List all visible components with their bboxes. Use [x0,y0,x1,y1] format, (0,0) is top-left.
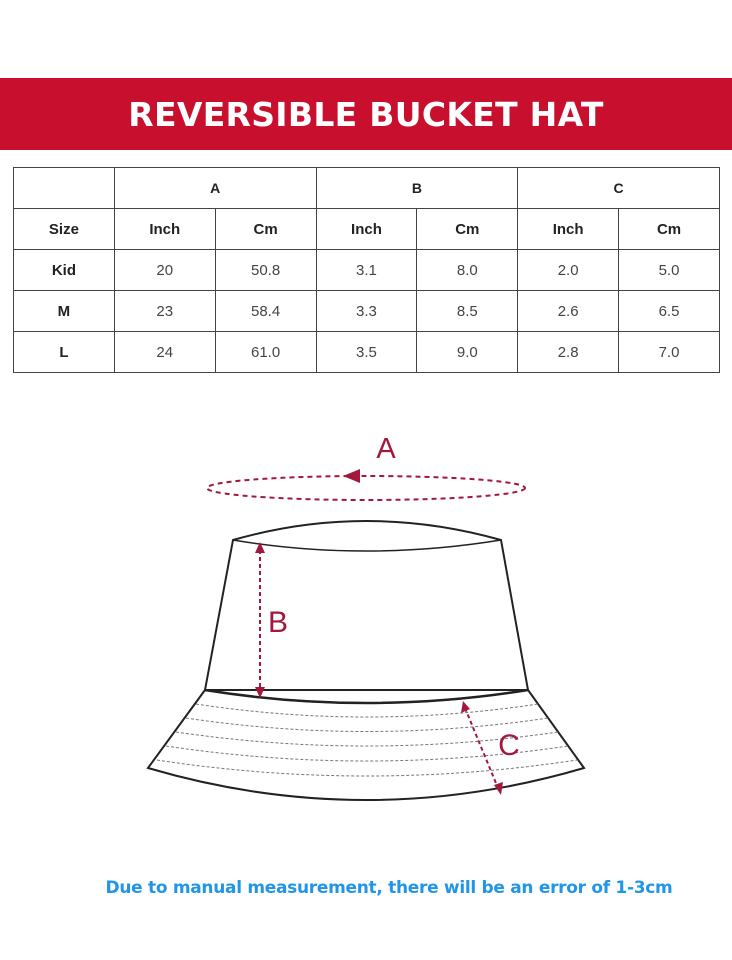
arrow-left-icon [343,469,360,483]
table-row [14,291,720,332]
value-cell: 3.5 [316,332,417,373]
value-cell: 9.0 [417,332,518,373]
table-unit-row [14,209,720,250]
value-cell: 2.0 [518,250,619,291]
size-cell: Kid [14,250,115,291]
label-a: A [376,433,396,465]
value-cell: 2.6 [518,291,619,332]
unit-header: Inch [114,209,215,250]
table-row [14,250,720,291]
size-header: Size [14,209,115,250]
size-chart-table [13,167,720,373]
value-cell: 20 [114,250,215,291]
value-cell: 8.5 [417,291,518,332]
value-cell: 3.1 [316,250,417,291]
value-cell: 2.8 [518,332,619,373]
group-header-c: C [518,168,720,209]
value-cell: 58.4 [215,291,316,332]
table-row [14,332,720,373]
unit-header: Inch [316,209,417,250]
value-cell: 5.0 [619,250,720,291]
circumference-dashed-ellipse [207,476,525,500]
value-cell: 50.8 [215,250,316,291]
value-cell: 6.5 [619,291,720,332]
unit-header: Inch [518,209,619,250]
size-cell: L [14,332,115,373]
value-cell: 23 [114,291,215,332]
circumference-indicator [207,469,525,500]
title-banner [0,78,732,150]
unit-header: Cm [215,209,316,250]
table-corner-cell [14,168,115,209]
value-cell: 8.0 [417,250,518,291]
group-header-b: B [316,168,518,209]
group-header-a: A [114,168,316,209]
value-cell: 3.3 [316,291,417,332]
label-b: B [267,606,289,639]
value-cell: 61.0 [215,332,316,373]
table-group-row [14,168,720,209]
label-c: C [498,729,520,762]
unit-header: Cm [619,209,720,250]
page-title: REVERSIBLE BUCKET HAT [128,94,604,134]
value-cell: 24 [114,332,215,373]
value-cell: 7.0 [619,332,720,373]
hat-crown [205,521,528,690]
unit-header: Cm [417,209,518,250]
size-cell: M [14,291,115,332]
hat-measurement-diagram [0,400,732,840]
measurement-note: Due to manual measurement, there will be an error of 1-3cm [105,878,673,898]
